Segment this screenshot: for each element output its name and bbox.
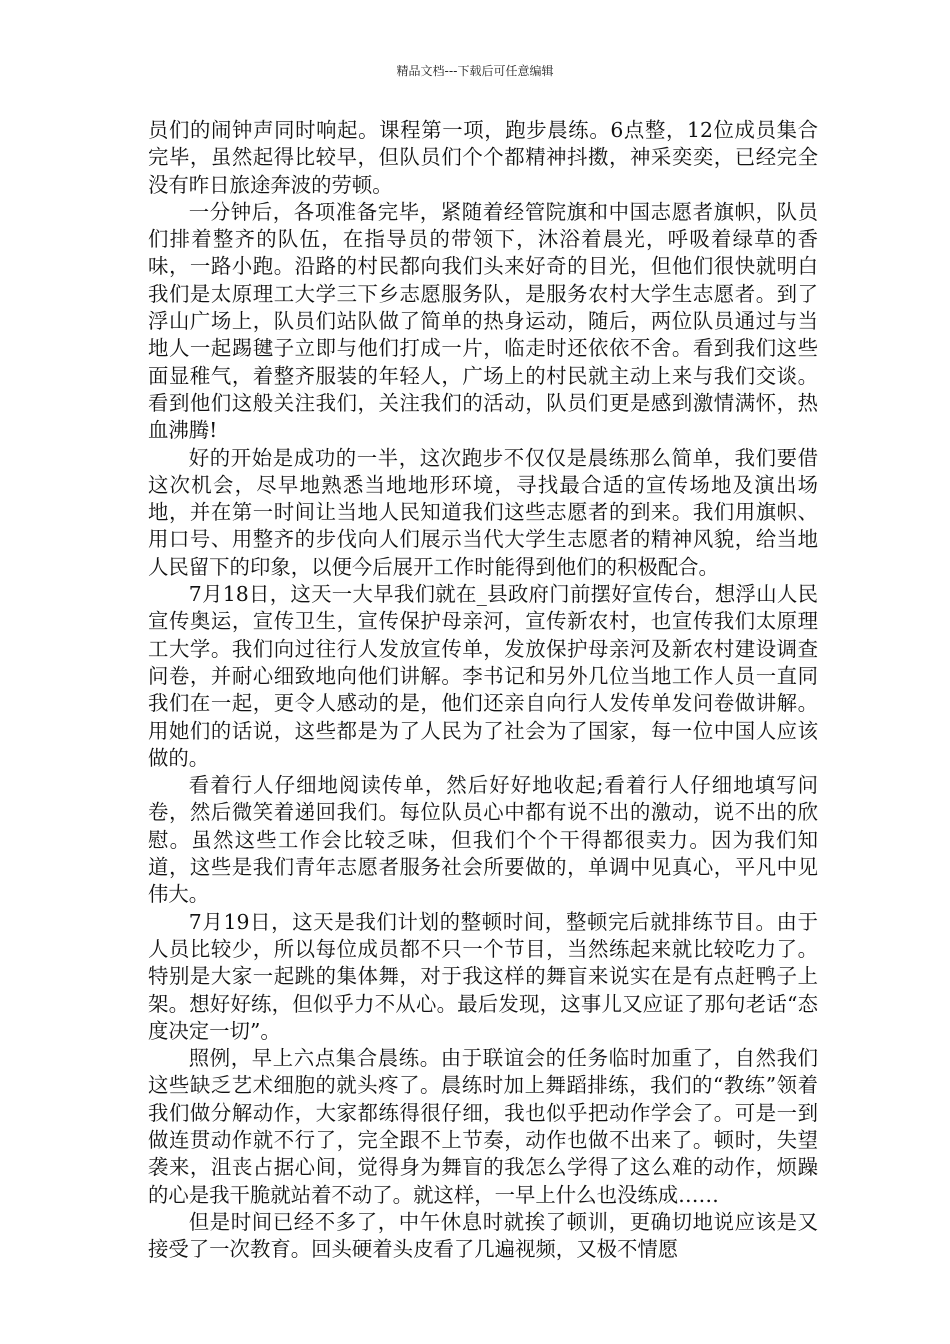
paragraph-8: 但是时间已经不多了，中午休息时就挨了顿训，更确切地说应该是又接受了一次教育。回头硬着头皮看了几遍视频，又极不情愿 (148, 1209, 818, 1262)
paragraph-1: 员们的闹钟声同时响起。课程第一项，跑步晨练。6点整，12位成员集合完毕，虽然起得比较早，但队员们个个都精神抖擞，神采奕奕，已经完全没有昨日旅途奔波的劳顿。 (148, 118, 818, 197)
paragraph-6: 7月19日，这天是我们计划的整顿时间，整顿完后就排练节目。由于人员比较少，所以每位成员都不只一个节目，当然练起来就比较吃力了。特别是大家一起跳的集体舞，对于我这样的舞盲来说实在是有点赶鸭子上架。想好好练，但似乎力不从心。最后发现，这事儿又应证了那句老话“态度决定一切”。 (148, 909, 818, 1043)
document-body (148, 117, 818, 1263)
paragraph-5: 看着行人仔细地阅读传单，然后好好地收起;看着行人仔细地填写问卷，然后微笑着递回我们。每位队员心中都有说不出的激动，说不出的欣慰。虽然这些工作会比较乏味，但我们个个干得都很卖力。因为我们知道，这些是我们青年志愿者服务社会所要做的，单调中见真心，平凡中见伟大。 (148, 773, 818, 907)
paragraph-7: 照例，早上六点集合晨练。由于联谊会的任务临时加重了，自然我们这些缺乏艺术细胞的就头疼了。晨练时加上舞蹈排练，我们的“教练”领着我们做分解动作，大家都练得很仔细，我也似乎把动作学会了。可是一到做连贯动作就不行了，完全跟不上节奏，动作也做不出来了。顿时，失望袭来，沮丧占据心间，觉得身为舞盲的我怎么学得了这么难的动作，烦躁的心是我干脆就站着不动了。就这样，一早上什么也没练成…… (148, 1046, 818, 1207)
paragraph-2: 一分钟后，各项准备完毕，紧随着经管院旗和中国志愿者旗帜，队员们排着整齐的队伍，在指导员的带领下，沐浴着晨光，呼吸着绿草的香味，一路小跑。沿路的村民都向我们头来好奇的目光，但他们很快就明白我们是太原理工大学三下乡志愿服务队，是服务农村大学生志愿者。到了浮山广场上，队员们站队做了简单的热身运动，随后，两位队员通过与当地人一起踢毽子立即与他们打成一片，临走时还依依不舍。看到我们这些面显稚气，着整齐服装的年轻人，广场上的村民就主动上来与我们交谈。看到他们这般关注我们，关注我们的活动，队员们更是感到激情满怀，热血沸腾! (148, 199, 818, 443)
paragraph-3: 好的开始是成功的一半，这次跑步不仅仅是晨练那么简单，我们要借这次机会，尽早地熟悉当地地形环境，寻找最合适的宣传场地及演出场地，并在第一时间让当地人民知道我们这些志愿者的到来。我们用旗帜、用口号、用整齐的步伐向人们展示当代大学生志愿者的精神风貌，给当地人民留下的印象，以便今后展开工作时能得到他们的积极配合。 (148, 445, 818, 579)
paragraph-4: 7月18日，这天一大早我们就在_县政府门前摆好宣传台，想浮山人民宣传奥运，宣传卫生，宣传保护母亲河，宣传新农村，也宣传我们太原理工大学。我们向过往行人发放宣传单，发放保护母亲河及新农村建设调查问卷，并耐心细致地向他们讲解。李书记和另外几位当地工作人员一直同我们在一起，更令人感动的是，他们还亲自向行人发传单发问卷做讲解。用她们的话说，这些都是为了人民为了社会为了国家，每一位中国人应该做的。 (148, 582, 818, 770)
page-header: 精品文档---下载后可任意编辑 (396, 64, 554, 78)
